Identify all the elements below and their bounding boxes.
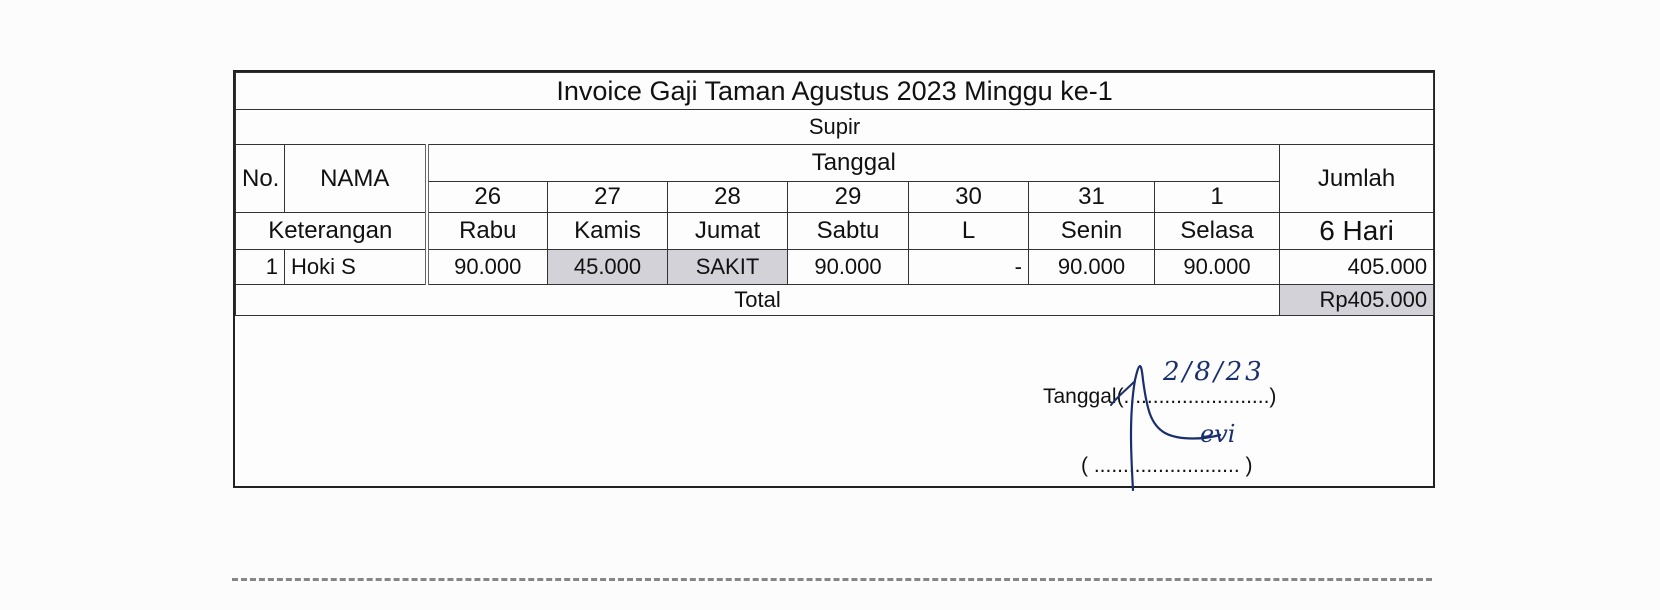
handwritten-name: evi — [1200, 420, 1236, 448]
date-cell: 27 — [548, 182, 668, 213]
day-cell: Rabu — [427, 213, 548, 250]
header-no: No. — [236, 145, 285, 213]
day-cell: Kamis — [548, 213, 668, 250]
row-no: 1 — [236, 250, 285, 285]
header-jumlah: Jumlah — [1280, 145, 1434, 213]
row-value: 90.000 — [788, 250, 909, 285]
signature-date-dots: (.........................) — [1116, 385, 1277, 408]
signature-date-label: Tanggal — [1043, 385, 1117, 408]
page-divider — [232, 578, 1432, 585]
signature-name-line: ( ......................... ) — [1081, 454, 1253, 477]
date-cell: 30 — [909, 182, 1029, 213]
header-keterangan: Keterangan — [236, 213, 427, 250]
row-value: 90.000 — [1029, 250, 1155, 285]
row-value: - — [909, 250, 1029, 285]
header-nama: NAMA — [285, 145, 427, 213]
day-cell: Jumat — [668, 213, 788, 250]
handwritten-date: 2/8/23 — [1163, 357, 1265, 387]
row-value: 90.000 — [1155, 250, 1280, 285]
date-cell: 29 — [788, 182, 909, 213]
invoice-title: Invoice Gaji Taman Agustus 2023 Minggu ke-1 — [236, 73, 1434, 110]
total-label: Total — [236, 285, 1280, 316]
date-cell: 26 — [427, 182, 548, 213]
role-label: Supir — [236, 110, 1434, 145]
date-cell: 31 — [1029, 182, 1155, 213]
row-value: SAKIT — [668, 250, 788, 285]
date-cell: 28 — [668, 182, 788, 213]
jumlah-hari: 6 Hari — [1280, 213, 1434, 250]
row-value: 45.000 — [548, 250, 668, 285]
handwritten-signature — [1095, 355, 1275, 515]
day-cell: Selasa — [1155, 213, 1280, 250]
row-jumlah: 405.000 — [1280, 250, 1434, 285]
header-tanggal: Tanggal — [427, 145, 1280, 182]
invoice-table — [235, 72, 1434, 316]
table-row — [236, 250, 1434, 285]
total-value: Rp405.000 — [1280, 285, 1434, 316]
date-cell: 1 — [1155, 182, 1280, 213]
day-cell: Sabtu — [788, 213, 909, 250]
row-nama: Hoki S — [285, 250, 427, 285]
day-cell: L — [909, 213, 1029, 250]
row-value: 90.000 — [427, 250, 548, 285]
day-cell: Senin — [1029, 213, 1155, 250]
